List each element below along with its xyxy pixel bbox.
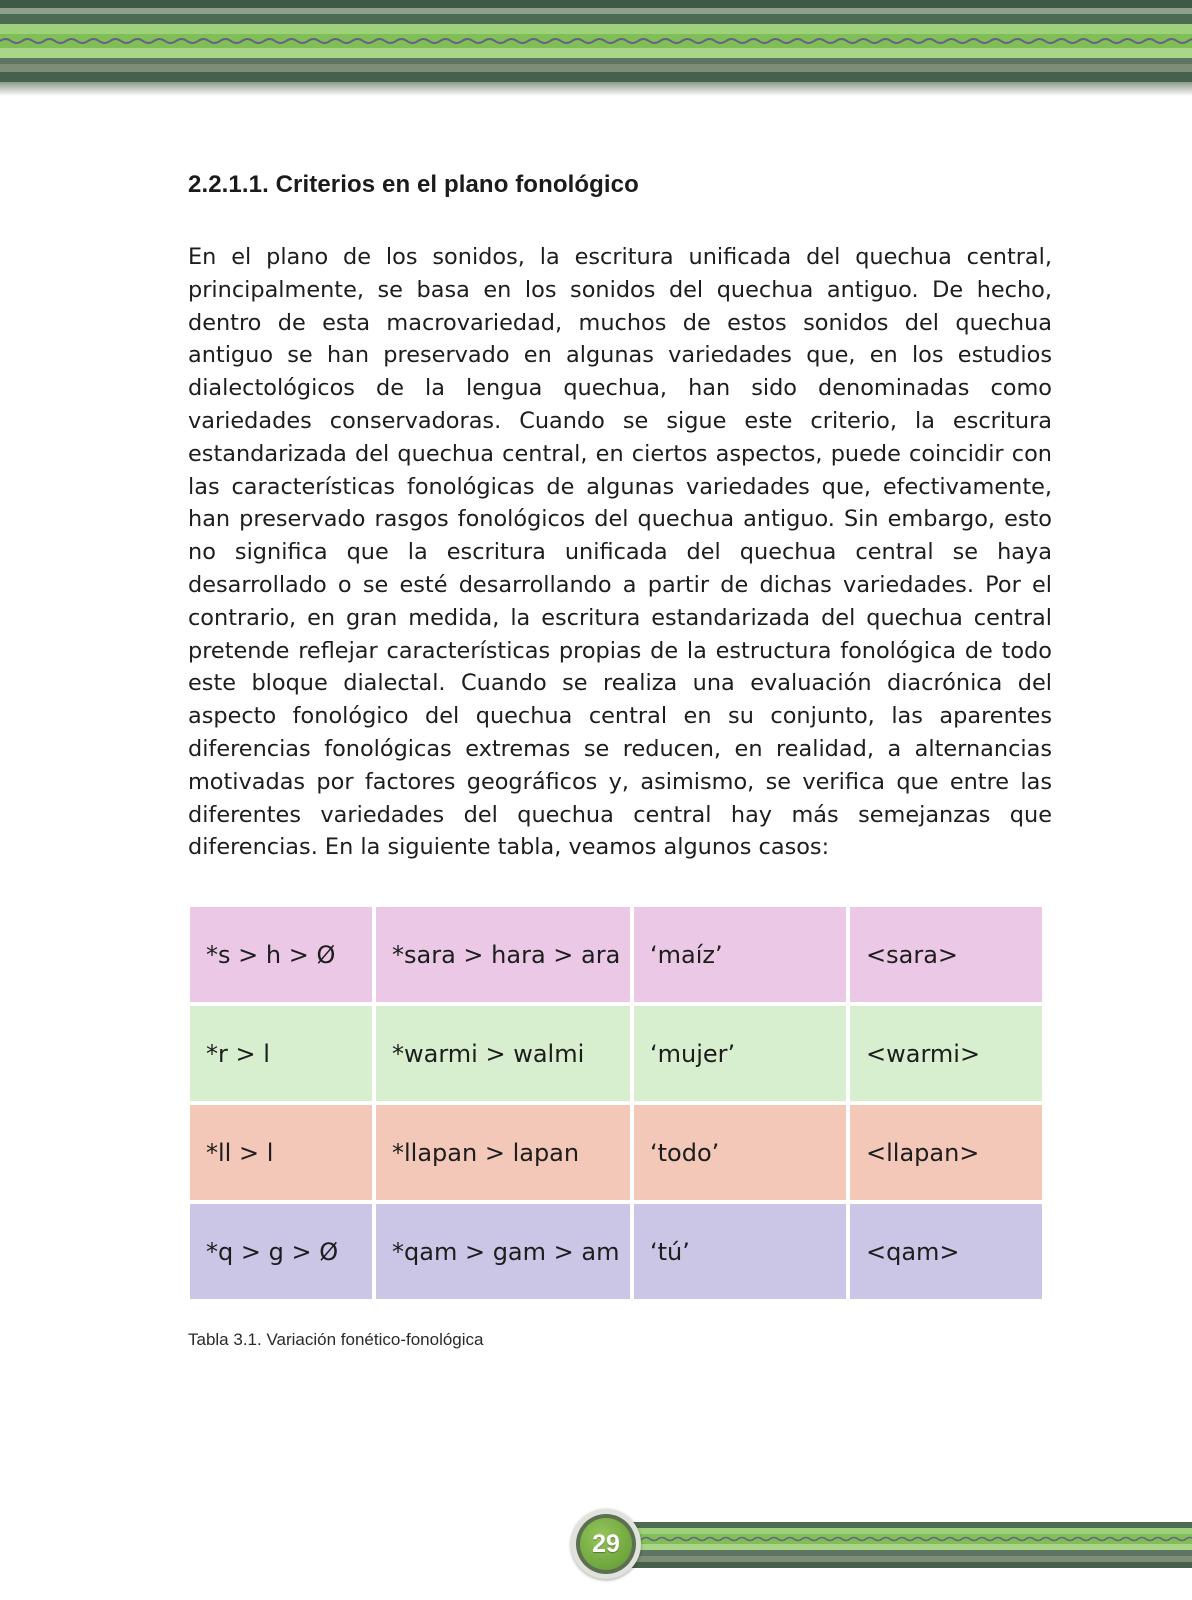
example-cell: *warmi > walmi <box>376 1006 630 1101</box>
table-caption: Tabla 3.1. Variación fonético-fonológica <box>188 1330 484 1349</box>
page-number-badge <box>571 1509 641 1579</box>
footer-wave-pattern-icon <box>610 1534 1192 1544</box>
gloss-cell: ‘maíz’ <box>634 907 846 1002</box>
header-decorative-band <box>0 0 1192 96</box>
phonological-variation-table <box>186 903 1046 1303</box>
standard-spelling-cell: <sara> <box>850 907 1042 1002</box>
sound-change-cell: *s > h > Ø <box>190 907 372 1002</box>
page-number: 29 <box>592 1530 620 1558</box>
sound-change-cell: *ll > l <box>190 1105 372 1200</box>
example-cell: *qam > gam > am <box>376 1204 630 1299</box>
standard-spelling-cell: <warmi> <box>850 1006 1042 1101</box>
table-row <box>190 907 1042 1002</box>
example-cell: *llapan > lapan <box>376 1105 630 1200</box>
body-paragraph: En el plano de los sonidos, la escritura unificada del quechua central, principalmente, se basa en los sonidos del quechua antiguo. De hecho, dentro de esta macrovariedad, muchos de estos sonidos del quechua antiguo se han preservado en algunas variedades que, en los estudios dialectológicos de la lengua quechua, han sido denominadas como variedades conservadoras. Cuando se sigue este criterio, la escritura estandarizada del quechua central, en ciertos aspectos, puede coincidir con las características fonológicas de algunas variedades que, efectivamente, han preservado rasgos fonológicos del quechua antiguo. Sin embargo, esto no significa que la escritura unificada del quechua central se haya desarrollado o se esté desarrollando a partir de dichas variedades. Por el contrario, en gran medida, la escritura estandarizada del quechua central pretende reflejar características propias de la estructura fonológica de todo este bloque dialectal. Cuando se realiza una evaluación diacrónica del aspecto fonológico del quechua central en su conjunto, las aparentes diferencias fonológicas extremas se reducen, en realidad, a alternancias motivadas por factores geográficos y, asimismo, se verifica que entre las diferentes variedades del quechua central hay más semejanzas que diferencias. En la siguiente tabla, veamos algunos casos: <box>188 244 1052 861</box>
gloss-cell: ‘tú’ <box>634 1204 846 1299</box>
wave-pattern-icon <box>0 34 1192 48</box>
table-row <box>190 1105 1042 1200</box>
sound-change-cell: *r > l <box>190 1006 372 1101</box>
standard-spelling-cell: <llapan> <box>850 1105 1042 1200</box>
gloss-cell: ‘mujer’ <box>634 1006 846 1101</box>
footer-decorative-band <box>610 1522 1192 1568</box>
table-row <box>190 1204 1042 1299</box>
standard-spelling-cell: <qam> <box>850 1204 1042 1299</box>
section-heading: 2.2.1.1. Criterios en el plano fonológico <box>188 171 639 198</box>
example-cell: *sara > hara > ara <box>376 907 630 1002</box>
sound-change-cell: *q > g > Ø <box>190 1204 372 1299</box>
table-row <box>190 1006 1042 1101</box>
gloss-cell: ‘todo’ <box>634 1105 846 1200</box>
